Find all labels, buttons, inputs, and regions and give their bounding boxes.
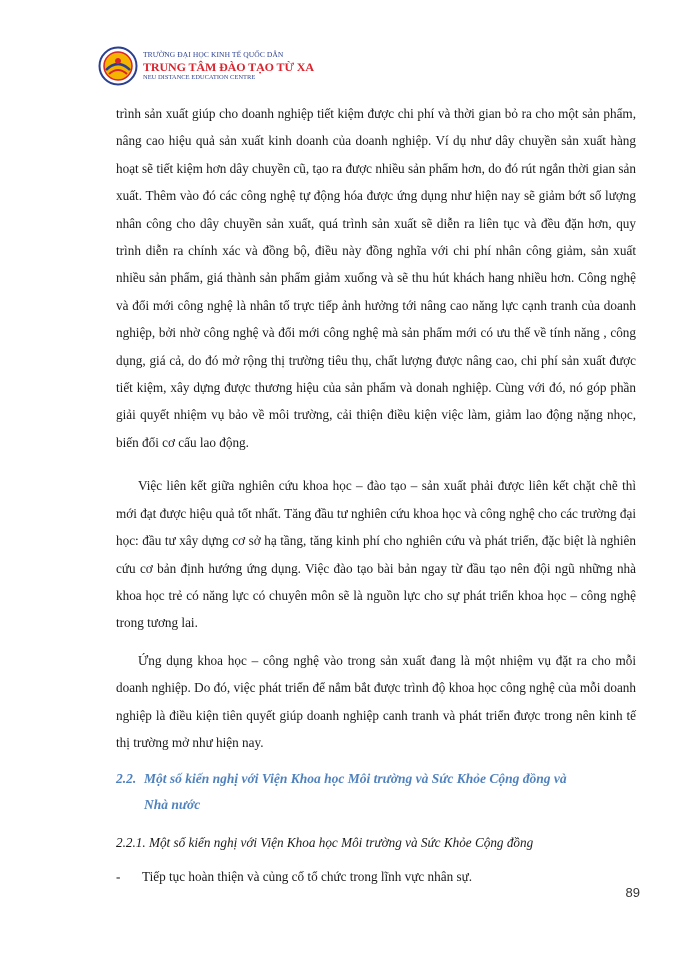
paragraph-1: trình sản xuất giúp cho doanh nghiệp tiết kiệm được chi phí và thời gian bỏ ra cho một sản phẩm, nâng cao hiệu quả sản xuất kinh doanh của doanh nghiệp. Ví dụ như dây chuyền sản xuất hàng hoạt sẽ tiết kiệm hơn dây chuyền cũ, tạo ra được nhiều sản phẩm hơn, do đó rút ngắn thời gian sản xuất. Thêm vào đó các công nghệ tự động hóa được ứng dụng như hiện nay sẽ giảm bớt số lượng nhân công cho dây chuyền sản xuất, quá trình sản xuất sẽ diễn ra liên tục và đều đặn hơn, quy trình diễn ra chính xác và đồng bộ, điều này đồng nghĩa với chi phí nhân công giảm, sản xuất nhiều sản phẩm, giá thành sản phẩm giảm xuống và sẽ thu hút khách hang nhiều hơn. Công nghệ và đổi mới công nghệ là nhân tố trực tiếp ảnh hưởng tới nâng cao năng lực cạnh tranh của doanh nghiệp, bởi nhờ công nghệ và đổi mới công nghệ mà sản phẩm mới có ưu thế về tính năng , công dụng, giá cả, do đó mở rộng thị trường tiêu thụ, chất lượng được nâng cao, chi phí sản xuất được tiết kiệm, xây dựng được thương hiệu của sản phẩm và donah nghiệp. Cùng với đó, nó góp phần giải quyết nhiệm vụ bảo về môi trường, cải thiện điều kiện việc làm, giảm lao động nặng nhọc, biến đổi cơ cấu lao động.: [116, 106, 636, 450]
paragraph-3: Ứng dụng khoa học – công nghệ vào trong sản xuất đang là một nhiệm vụ đặt ra cho mỗi doanh nghiệp. Do đó, việc phát triển để nắm bắt được trình độ khoa học công nghệ của mỗi doanh nghiệp là điều kiện tiên quyết giúp doanh nghiệp canh tranh và phát triển được trong nên kinh tế thị trường mở như hiện nay.: [116, 652, 636, 750]
section-number: 2.2.: [116, 771, 137, 787]
paragraph-2: Việc liên kết giữa nghiên cứu khoa học – đào tạo – sản xuất phải được liên kết chặt chẽ thì mới đạt được hiệu quả tốt nhất. Tăng đầu tư nghiên cứu khoa học và công nghệ cho các trường đại học: đầu tư xây dựng cơ sở hạ tầng, tăng kinh phí cho nghiên cứu và phát triển, đặc biệt là nghiên cứu cơ bản định hướng ứng dụng. Việc đào tạo bài bản ngay từ đầu tạo nên đội ngũ những nhà khoa học trẻ có năng lực có chuyên môn sẽ là nguồn lực cho sự phát triển khoa học – công nghệ trong tương lai.: [116, 478, 636, 631]
list-item: [116, 864, 636, 890]
centre-name: TRUNG TÂM ĐÀO TẠO TỪ XA: [143, 59, 314, 74]
section-title-line-2: Nhà nước: [144, 797, 201, 813]
centre-name-english: NEU DISTANCE EDUCATION CENTRE: [143, 73, 256, 81]
bullet-dash: -: [116, 869, 121, 885]
document-body: [116, 100, 636, 890]
list-item-text: Tiếp tục hoàn thiện và củng cố tổ chức trong lĩnh vực nhân sự.: [142, 869, 473, 885]
section-heading-2-2: [116, 766, 636, 818]
section-heading-2-2-1: 2.2.1. Một số kiến nghị với Viện Khoa học Môi trường và Sức Khỏe Cộng đồng: [116, 835, 534, 851]
header-text: [143, 51, 314, 81]
section-title-line-1: Một số kiến nghị với Viện Khoa học Môi trường và Sức Khỏe Cộng đồng và: [144, 771, 567, 787]
page-number: 89: [625, 885, 640, 900]
page-header: [98, 44, 314, 88]
university-name: TRƯỜNG ĐẠI HỌC KINH TẾ QUỐC DÂN: [143, 50, 284, 59]
university-seal-icon: [98, 46, 138, 86]
